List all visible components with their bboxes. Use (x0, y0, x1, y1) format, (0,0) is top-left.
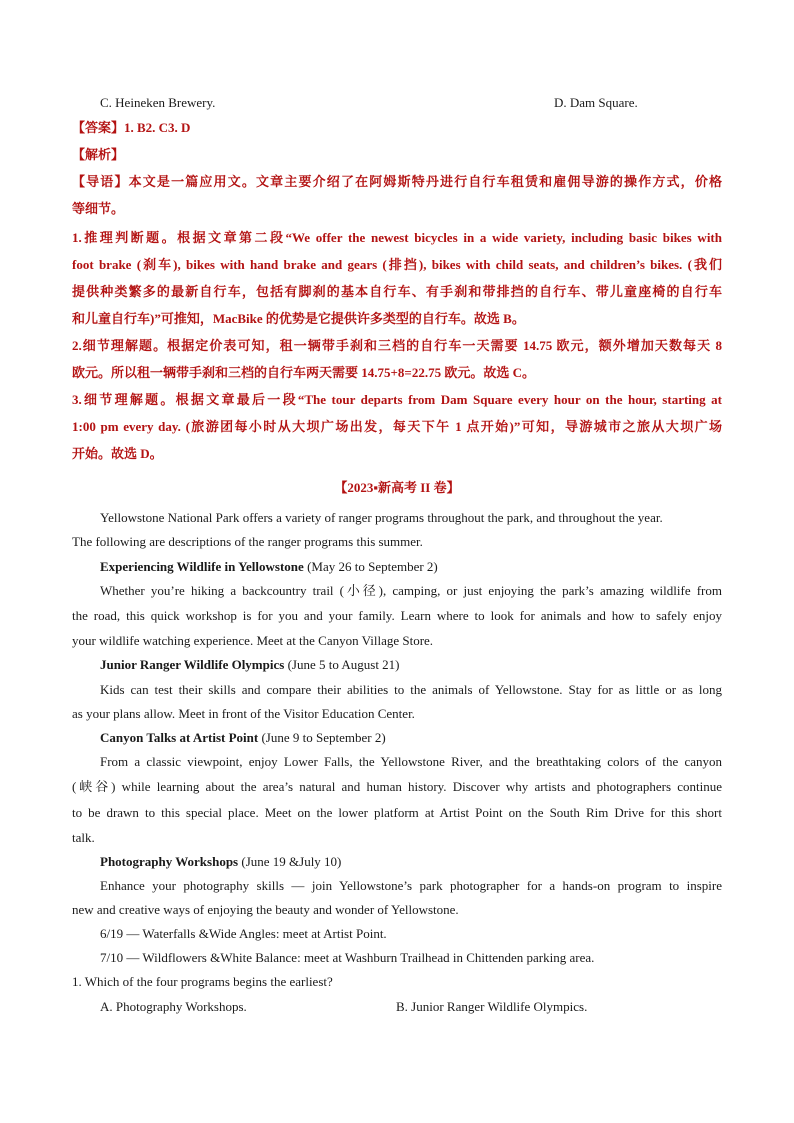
program-text-line: your wildlife watching experience. Meet at the Canyon Village Store. (72, 633, 434, 648)
section-title: 【2023▪新高考 II 卷】 (334, 480, 460, 495)
q1-explanation-line-3: 提供种类繁多的最新自行车，包括有脚刹的基本自行车、有手刹和带排挡的自行车、带儿童座椅的自行车 (72, 284, 722, 299)
q1-explanation-line-1: 1.推理判断题。根据文章第二段“We offer the newest bicycles in a wide variety, including basic bikes with (72, 230, 722, 245)
program-text-line: Whether you’re hiking a backcountry trail (小径), camping, or just enjoying the park’s amazing wildlife from (100, 583, 722, 598)
q2-explanation-line-2: 欧元。所以租一辆带手刹和三档的自行车两天需要 14.75+8=22.75 欧元。故选 C。 (72, 365, 535, 380)
q1-explanation-line-4: 和儿童自行车)”可推知，MacBike 的优势是它提供许多类型的自行车。故选 B。 (72, 311, 525, 326)
program-text-line: (峡谷) while learning about the area’s natural and human history. Discover why artists and photographers continue (72, 779, 722, 794)
program-dates: (June 19 &July 10) (238, 854, 342, 869)
program-heading (100, 653, 722, 677)
session-line: 6/19 — Waterfalls &Wide Angles: meet at Artist Point. (100, 926, 387, 941)
program-text-line: as your plans allow. Meet in front of the Visitor Education Center. (72, 706, 415, 721)
program-text-line: to be drawn to this special place. Meet on the lower platform at Artist Point on the South Rim Drive for this short (72, 805, 722, 820)
answer-line: 【答案】1. B2. C3. D (72, 120, 191, 135)
program-dates: (June 5 to August 21) (284, 657, 400, 672)
intro-line-1: Yellowstone National Park offers a variety of ranger programs throughout the park, and throughout the year. (100, 510, 663, 525)
guide-line-1: 【导语】本文是一篇应用文。文章主要介绍了在阿姆斯特丹进行自行车租赁和雇佣导游的操作方式，价格 (72, 174, 722, 189)
program-title: Experiencing Wildlife in Yellowstone (100, 559, 304, 574)
session-line: 7/10 — Wildflowers &White Balance: meet at Washburn Trailhead in Chittenden parking area. (100, 950, 595, 965)
option-a: A. Photography Workshops. (100, 999, 247, 1014)
guide-line-2: 等细节。 (72, 201, 125, 216)
option-d: D. Dam Square. (554, 95, 638, 110)
program-dates: (May 26 to September 2) (303, 559, 438, 574)
program-text-line: Enhance your photography skills — join Yellowstone’s park photographer for a hands-on program to inspire (100, 878, 722, 893)
program-heading (100, 726, 722, 750)
program-text-line: Kids can test their skills and compare their abilities to the animals of Yellowstone. Stay for as little or as long (100, 682, 722, 697)
program-title: Photography Workshops (100, 854, 239, 869)
program-text-line: new and creative ways of enjoying the beauty and wonder of Yellowstone. (72, 902, 459, 917)
program-text-line: talk. (72, 830, 95, 845)
analysis-label: 【解析】 (72, 147, 125, 162)
program-heading (100, 555, 722, 579)
option-b: B. Junior Ranger Wildlife Olympics. (396, 999, 588, 1014)
intro-line-2: The following are descriptions of the ranger programs this summer. (72, 534, 423, 549)
q3-explanation-line-2: 1:00 pm every day. (旅游团每小时从大坝广场出发，每天下午 1 点开始)”可知，导游城市之旅从大坝广场 (72, 419, 722, 434)
program-text-line: the road, this quick workshop is for you and your family. Learn where to look for animals and how to safely enjoy (72, 608, 722, 623)
program-title: Junior Ranger Wildlife Olympics (100, 657, 285, 672)
program-text-line: From a classic viewpoint, enjoy Lower Falls, the Yellowstone River, and the breathtaking colors of the canyon (100, 754, 722, 769)
option-c: C. Heineken Brewery. (100, 95, 216, 110)
program-dates: (June 9 to September 2) (258, 730, 386, 745)
q1-explanation-line-2: foot brake (刹车), bikes with hand brake and gears (排挡), bikes with child seats, and children’s bikes. (我们 (72, 257, 722, 272)
q3-explanation-line-1: 3.细节理解题。根据文章最后一段“The tour departs from Dam Square every hour on the hour, starting at (72, 392, 722, 407)
program-heading (100, 850, 722, 874)
program-title: Canyon Talks at Artist Point (100, 730, 259, 745)
question-stem: 1. Which of the four programs begins the earliest? (72, 974, 333, 989)
q3-explanation-line-3: 开始。故选 D。 (72, 446, 163, 461)
q2-explanation-line-1: 2.细节理解题。根据定价表可知，租一辆带手刹和三档的自行车一天需要 14.75 欧元，额外增加天数每天 8 (72, 338, 722, 353)
